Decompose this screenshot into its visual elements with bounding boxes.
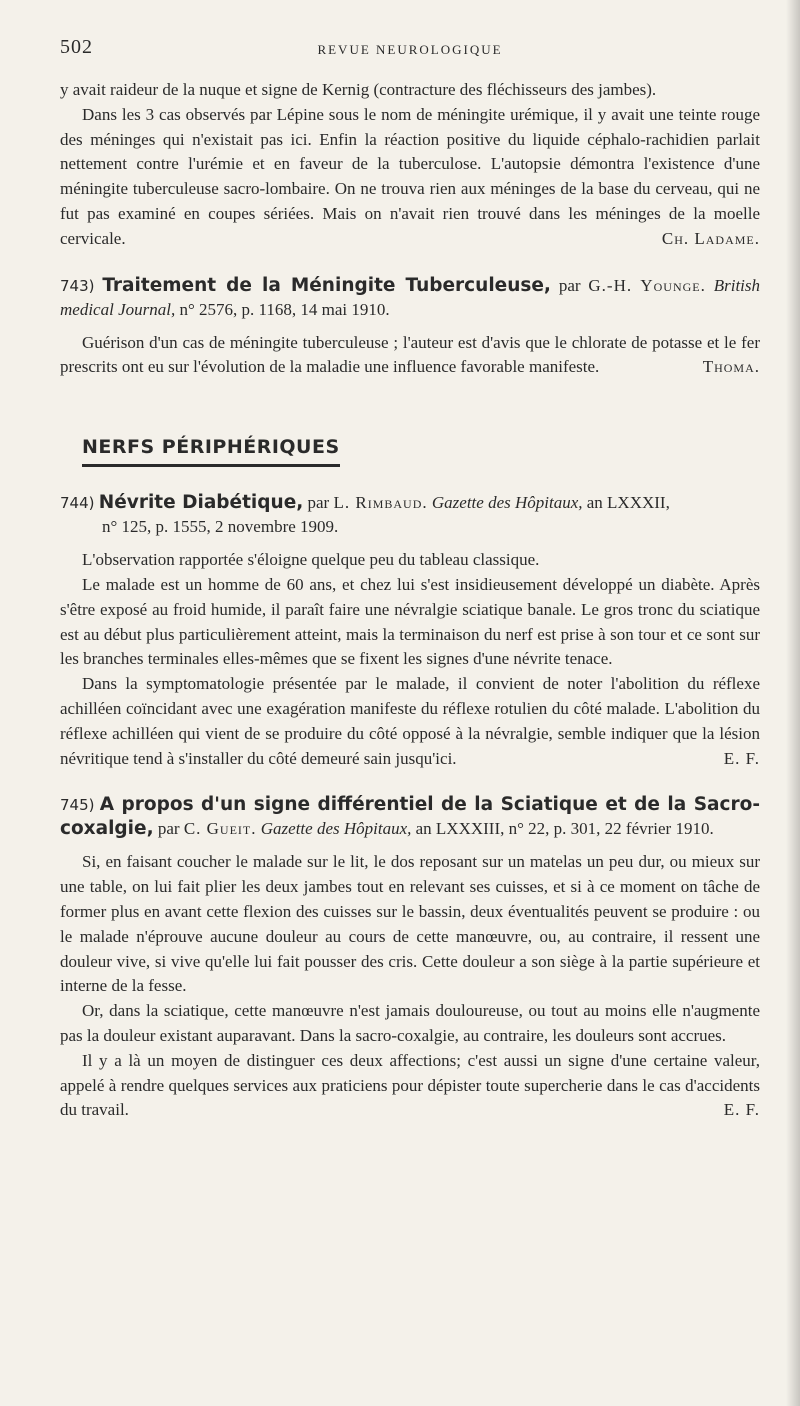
entry-743-title: Traitement de la Méningite Tuberculeuse, — [102, 274, 551, 296]
entry-743 — [60, 274, 760, 381]
entry-745-paragraph-1: Si, en faisant coucher le malade sur le lit, le dos reposant sur un matelas un peu dur, ou mieux sur une table, on lui fait plier les deux jambes tout en relevant ses cuisses, et si à ce moment on tâche de former plus en avant cette flexion des cuisses sur le bassin, deux éventualités peuvent se produire : ou le malade n'éprouve aucune douleur au cours de cette manœuvre, ou, au contraire, il ressent une douleur vive, si vive qu'elle lui fait pousser des cris. Cette douleur a son siège à la partie supérieure et interne de la fesse. — [60, 852, 760, 996]
section-heading — [82, 436, 760, 467]
entry-745-by: par — [157, 819, 180, 839]
intro-paragraph-1: y avait raideur de la nuque et signe de Kernig (contracture des fléchisseurs des jambes). — [60, 80, 657, 99]
entry-745-journal: Gazette des Hôpitaux, — [260, 819, 412, 839]
entry-744-paragraph-2: Le malade est un homme de 60 ans, et chez lui s'est insidieusement développé un diabète. Après s'être exposé au froid humide, il paraît faire une névralgie sciatique banale. Le gros tronc du sciatique est au début plus particulièrement atteint, mais la terminaison du nerf est prise à son tour et ce sont sur les branches terminales elles-mêmes que se fixent les signes d'une névrite tenace. — [60, 574, 760, 669]
intro-paragraph-2 — [60, 103, 760, 252]
entry-743-paragraph — [60, 331, 760, 381]
entry-743-number: 743) — [60, 276, 95, 295]
entry-745-body — [60, 850, 760, 1123]
entry-744-ref-b: n° 125, p. 1555, 2 novembre 1909. — [102, 517, 339, 537]
entry-744-ref-a: an LXXXII, — [586, 493, 670, 513]
entry-745-signature: E. F. — [723, 1100, 760, 1120]
entry-744-body — [60, 548, 760, 771]
entry-744-title: Névrite Diabétique, — [98, 492, 304, 514]
entry-744-signature: E. F. — [723, 748, 760, 768]
entry-743-body — [60, 331, 760, 381]
entry-743-ref: n° 2576, p. 1168, 14 mai 1910. — [179, 299, 390, 319]
entry-744-author: L. Rimbaud. — [333, 493, 428, 513]
entry-745-heading — [60, 793, 760, 840]
entry-743-text: Guérison d'un cas de méningite tuberculeuse ; l'auteur est d'avis que le chlorate de potasse et le fer prescrits ont eu sur l'évolution de la maladie une influence favorable manifeste. — [60, 332, 760, 377]
entry-744-heading — [60, 491, 760, 538]
entry-745-paragraph-2: Or, dans la sciatique, cette manœuvre n'est jamais douloureuse, ou tout au moins elle n'augmente pas la douleur existant auparavant. Dans la sacro-coxalgie, au contraire, les douleurs sont accrues. — [60, 1001, 760, 1045]
entry-743-heading — [60, 274, 760, 321]
entry-745-author: C. Gueit. — [183, 819, 257, 839]
entry-745-paragraph-3 — [60, 1049, 760, 1123]
entry-743-journal: British medical Journal, — [60, 275, 761, 319]
entry-743-signature: Thoma. — [702, 357, 760, 377]
page-number: 502 — [60, 36, 93, 58]
entry-743-author: G.-H. Younge. — [588, 275, 706, 295]
entry-745 — [60, 793, 760, 1123]
entry-744-number: 744) — [60, 494, 95, 513]
entry-744-paragraph-3 — [60, 672, 760, 771]
intro-signature: Ch. Ladame. — [661, 228, 760, 248]
entry-745-number: 745) — [60, 796, 95, 815]
entry-744-paragraph-3-text: Dans la symptomatologie présentée par le malade, il convient de noter l'abolition du réflexe achilléen coïncidant avec une exagération manifeste du réflexe rotulien du côté malade. L'abolition du réflexe achilléen qui vient de se produire du côté opposé à la névralgie, semble indiquer que la lésion névritique tend à s'installer du côté demeuré sain jusqu'ici. — [60, 674, 760, 768]
section-title: NERFS PÉRIPHÉRIQUES — [82, 436, 340, 467]
intro-continuation — [60, 78, 760, 252]
intro-paragraph-2-text: Dans les 3 cas observés par Lépine sous le nom de méningite urémique, il y avait une teinte rouge des méninges qui n'existait pas ici. Enfin la réaction positive du liquide céphalo-rachidien parlait nettement contre l'urémie et en faveur de la tuberculose. L'autopsie démontra l'existence d'une méningite tuberculeuse sacro-lombaire. On ne trouva rien aux méninges de la base du cerveau, qui ne fut pas examiné en coupes sériées. Mais on n'avait rien trouvé dans les méninges de la moelle cervicale. — [60, 104, 760, 248]
page-header — [60, 30, 760, 64]
entry-745-paragraph-3-text: Il y a là un moyen de distinguer ces deux affections; c'est aussi un signe d'une certaine valeur, appelé à rendre quelques services aux praticiens pour dépister toute supercherie dans le cas d'accidents du travail. — [60, 1050, 760, 1120]
entry-744-by: par — [307, 493, 330, 513]
entry-744-paragraph-1: L'observation rapportée s'éloigne quelque peu du tableau classique. — [82, 550, 540, 570]
entry-744 — [60, 491, 760, 771]
running-head: REVUE NEUROLOGIQUE — [317, 42, 503, 57]
entry-745-ref: an LXXXIII, n° 22, p. 301, 22 février 1910. — [415, 819, 714, 839]
page-edge-shadow — [786, 0, 800, 1406]
entry-744-journal: Gazette des Hôpitaux, — [431, 493, 583, 513]
entry-745-title: A propos d'un signe différentiel de la Sciatique et de la Sacro-coxalgie, — [60, 794, 761, 840]
entry-743-by: par — [558, 275, 581, 295]
